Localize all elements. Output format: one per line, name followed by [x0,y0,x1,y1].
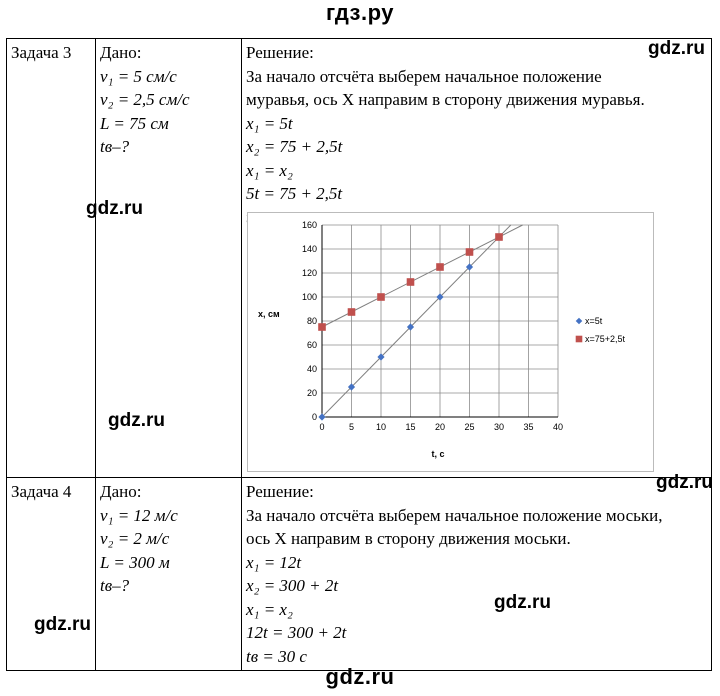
task3-label: Задача 3 [7,39,96,478]
data-point-x-75-2-5t [466,248,474,256]
solution-title: Решение: [246,43,314,62]
x-tick-label: 5 [348,422,355,432]
task4-row [7,478,712,671]
solution-text: За начало отсчёта выберем начальное положение [246,66,602,86]
y-tick-label: 100 [301,292,317,302]
equation: tв = 30 с [246,646,307,666]
equation: 12t = 300 + 2t [246,623,347,642]
watermark: gdz.ru [86,198,143,219]
given-title: Дано: [100,43,142,62]
equation: x₁ = 5t [246,113,293,133]
x-tick-label: 0 [319,422,325,432]
x-tick-label: 15 [405,422,416,432]
x-tick-label: 30 [493,422,505,432]
y-tick-label: 80 [306,316,317,326]
data-point-x-75-2-5t [495,233,503,241]
given-title: Дано: [100,482,142,501]
watermark: gdz.ru [108,410,165,431]
equation: x₂ = 75 + 2,5t [246,137,343,156]
y-tick-label: 40 [306,364,317,374]
solution-title: Решение: [246,482,314,501]
x-axis-label: t, c [431,449,445,459]
y-tick-label: 120 [301,268,317,278]
data-point-x-75-2-5t [318,323,326,331]
y-tick-label: 0 [311,412,317,422]
site-footer: gdz.ru [325,664,395,689]
equation: 5t = 75 + 2,5t [246,184,343,203]
legend-marker-x-5t [576,318,583,325]
x-tick-label: 10 [375,422,387,432]
data-point-x-75-2-5t [377,293,385,301]
watermark: gdz.ru [34,614,91,635]
equation: x₁ = 12t [246,552,302,572]
data-point-x-75-2-5t [407,278,415,286]
given-line: v₁ = 5 см/с [100,66,177,86]
equation: x₁ = x₂ [246,160,293,180]
solution-text: За начало отсчёта выберем начальное положение моськи, [246,505,663,525]
given-line: tв–? [100,576,130,595]
data-point-x-75-2-5t [436,263,444,271]
legend-marker-x-75-2-5t [576,336,583,343]
x-tick-label: 25 [464,422,475,432]
y-axis-label: x, см [258,309,280,319]
x-tick-label: 40 [552,422,564,432]
given-line: v₂ = 2,5 см/с [100,90,190,109]
y-tick-label: 160 [301,220,317,230]
equation: x₁ = x₂ [246,599,293,619]
chart-svg [248,213,653,471]
solution-text: ось X направим в сторону движения моськи. [246,529,571,548]
x-tick-label: 35 [523,422,534,432]
site-title: гдз.ру [326,0,394,25]
data-point-x-75-2-5t [348,308,356,316]
y-tick-label: 20 [306,388,317,398]
x-tick-label: 20 [434,422,446,432]
task4-label: Задача 4 [7,478,96,671]
watermark: gdz.ru [656,472,713,493]
watermark: gdz.ru [648,38,705,59]
solution-text: муравья, ось X направим в сторону движения муравья. [246,90,645,109]
motion-chart [247,212,654,472]
given-line: v₁ = 12 м/с [100,505,178,525]
equation: x₂ = 300 + 2t [246,576,339,595]
y-tick-label: 60 [306,340,317,350]
task4-given [96,478,242,671]
given-line: L = 300 м [100,552,170,572]
task4-solution [242,478,712,671]
given-line: v₂ = 2 м/с [100,529,170,548]
given-line: L = 75 см [100,113,169,133]
y-tick-label: 140 [301,244,317,254]
legend-label: x=75+2,5t [585,334,626,344]
legend-label: x=5t [585,316,603,326]
given-line: tв–? [100,137,130,156]
watermark: gdz.ru [494,592,551,613]
